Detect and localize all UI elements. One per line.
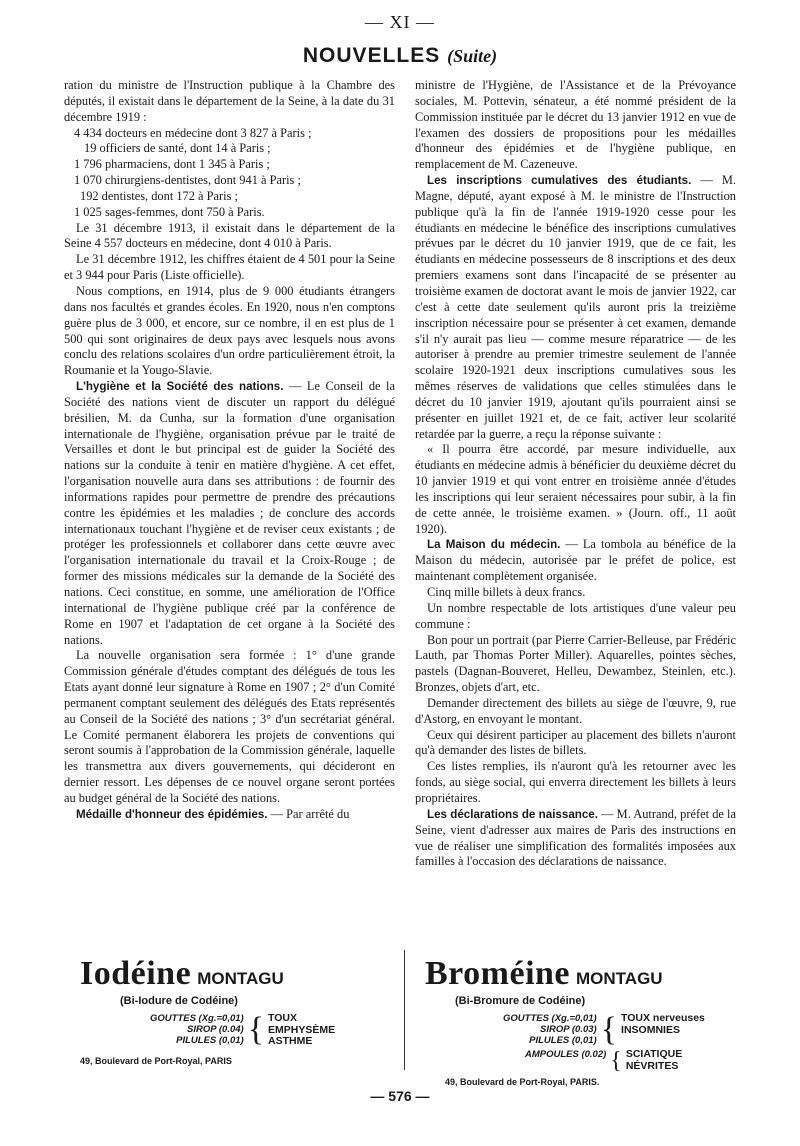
ad-address: 49, Boulevard de Port-Royal, PARIS (80, 1055, 232, 1066)
ad-indication: TOUX nerveuses (621, 1012, 705, 1024)
ad-forms (503, 1013, 597, 1047)
list-item: 19 officiers de santé, dont 14 à Paris ; (84, 141, 271, 156)
section-heading: L'hygiène et la Société des nations. (76, 380, 284, 394)
left-column (64, 78, 395, 823)
list-item: 1 025 sages-femmes, dont 750 à Paris. (74, 204, 265, 219)
ad-indication: TOUX (268, 1012, 298, 1024)
paragraph: Nous comptions, en 1914, plus de 9 000 étudiants étrangers dans nos facultés et grandes écoles. En 1920, nous n'en comptons guère plus de 3 000, et encore, sur ce nombre, il en est plus de 1 500 qui sont originaires de deux pays avec lesquels nous avons conclu des relations scolaires d'un ordre particulièrement étroit, la Roumanie et la Yougo-Slavie. (64, 283, 395, 378)
ad-subtitle: (Bi-Bromure de Codéine) (455, 995, 586, 1007)
paragraph-text: — La tombola au bénéfice de la Maison du médecin, autorisée par le préfet de police, est maintenant complètement organisée. (415, 537, 736, 584)
ad-form-item: AMPOULES (0.02) (525, 1049, 607, 1060)
ad-indication: INSOMNIES (621, 1023, 680, 1036)
page-number-roman: — XI — (365, 12, 435, 32)
paragraph: ration du ministre de l'Instruction publique à la Chambre des députés, il existait dans le département de la Seine, à la date du 31 décembre 1919 : (64, 78, 395, 124)
paragraph: Cinq mille billets à deux francs. (427, 585, 586, 599)
paragraph (415, 173, 736, 442)
paragraph (64, 379, 395, 648)
ad-body (425, 1049, 755, 1073)
paragraph: Demander directement des billets au siège de l'œuvre, 9, rue d'Astorg, en envoyant le montant. (415, 695, 736, 726)
page-title (0, 44, 800, 68)
ad-indication: NÉVRITES (625, 1059, 679, 1072)
list-item: 192 dentistes, dont 172 à Paris ; (80, 188, 238, 203)
paragraph: « Il pourra être accordé, par mesure individuelle, aux étudiants en médecine admis à bénéficier du deuxième décret du 10 janvier 1919 et qui vont entrer en troisième année d'études les inscriptions qui leur seraient nécessaires pour subir, à la fin de cette année, le troisième examen. » (Journ. off., 11 août 1920). (415, 442, 736, 536)
list-item: 1 070 chirurgiens-dentistes, dont 941 à Paris ; (74, 173, 301, 188)
ad-indications (621, 1013, 705, 1047)
ad-indication: ASTHME (268, 1035, 313, 1047)
paragraph: La nouvelle organisation sera formée : 1° d'une grande Commission générale d'études comptant des délégués de tous les Etats ayant donné leur signature à Rome en 1907 ; 2° d'un Comité permanent comptant seulement des délégués des Etats représentés au Conseil de la Société des nations ; 3° d'un secrétariat général. Le Comité permanent élaborera les projets de conventions qui seront soumis à l'approbation de la Commission générale, laquelle les transmettra aux divers gouvernements, qui décideront en dernier ressort. Les dépenses de ce nouvel organe seront portées au budget général de la Société des nations. (64, 648, 395, 805)
paragraph-text: — Le Conseil de la Société des nations vient de discuter un rapport du délégué brésilien, M. da Cunha, sur la formation d'une organisation internationale de l'hygiène, organisation prévue par le traité de Versailles et dont le but principal est de guider la Société des nations sur la conduite à tenir en matière d'hygiène. A cet effet, l'organisation nouvelle aura dans ses attributions : de fournir des informations rapides pour permettre de prendre des précautions contre les épidémies et les maladies ; de conclure des accords internationaux touchant l'hygiène et de reviser ceux existants ; de protéger les professionnels et collaborer dans cette œuvre avec l'organisation internationale du travail et la Croix-Rouge ; de former des missions médicales sur la demande de la Société des nations. Ceci constitue, en somme, une amélioration de l'Office international de l'hygiène publique créé par la conférence de Rome en 1907 et l'adaptation de cet organe à la Société des nations. (64, 379, 395, 647)
ad-form-item: SIROP (0.03) (540, 1024, 597, 1035)
ad-iodeine (80, 955, 395, 1075)
ad-brand: MONTAGU (197, 969, 284, 988)
section-heading: Médaille d'honneur des épidémies. (76, 807, 268, 821)
ad-indication: SCIATIQUE (625, 1048, 683, 1060)
paragraph: Le 31 décembre 1913, il existait dans le département de la Seine 4 557 docteurs en médecine, dont 4 010 à Paris. (64, 220, 395, 251)
ad-form-item: SIROP (0.04) (187, 1024, 244, 1035)
paragraph (64, 807, 395, 823)
ad-forms (150, 1013, 244, 1048)
ad-product-name: Broméine (425, 955, 571, 992)
paragraph: Ceux qui désirent participer au placement des billets n'auront qu'à demander des listes de billets. (415, 727, 736, 758)
ad-brand: MONTAGU (576, 969, 663, 988)
ad-form-item: PILULES (0,01) (176, 1035, 244, 1046)
ad-indications (626, 1049, 682, 1073)
ad-product-name: Iodéine (80, 955, 192, 992)
paragraph-text: — M. Autrand, préfet de la Seine, vient d'adresser aux maires de Paris des instructions en vue de réaliser une simplification des formalités imposées aux familles à l'occasion des déclarations de naissance. (415, 806, 736, 869)
ad-form-item: GOUTTES (Xg.=0,01) (150, 1013, 244, 1024)
ad-body (80, 1013, 395, 1048)
ad-indications (268, 1013, 335, 1048)
ad-forms (525, 1049, 606, 1073)
brace-icon: { (600, 1011, 618, 1048)
paragraph (415, 807, 736, 870)
ad-indication: EMPHYSÈME (268, 1023, 336, 1036)
paragraph: Bon pour un portrait (par Pierre Carrier-Belleuse, par Frédéric Lauth, par Thomas Porter Miller). Aquarelles, pointes sèches, pastels (Dagnan-Bouveret, Helleu, Dewambez, Steinlen, etc.). Bronzes, objets d'art, etc. (415, 632, 736, 695)
ad-subtitle: (Bi-Iodure de Codéine) (120, 995, 238, 1007)
paragraph: ministre de l'Hygiène, de l'Assistance et de la Prévoyance sociales, M. Pottevin, sénateur, a été nommé président de la Commission instituée par le décret du 13 janvier 1912 en vue de l'examen des dossiers de propositions pour les médailles d'honneur des épidémies et de l'hygiène publique, en remplacement de M. Cazeneuve. (415, 78, 736, 172)
paragraph: Un nombre respectable de lots artistiques d'une valeur peu commune : (415, 600, 736, 631)
list-item: 1 796 pharmaciens, dont 1 345 à Paris ; (74, 157, 270, 172)
page-number: — 576 — (370, 1088, 430, 1104)
title-suffix: (Suite) (447, 46, 498, 66)
ad-body (425, 1013, 755, 1047)
list-item: 4 434 docteurs en médecine dont 3 827 à Paris ; (74, 125, 312, 140)
ad-divider (404, 950, 405, 1070)
ad-bromeine (425, 955, 755, 1087)
section-heading: Les déclarations de naissance. (427, 807, 598, 821)
ad-address: 49, Boulevard de Port-Royal, PARIS. (445, 1077, 600, 1087)
paragraph (415, 537, 736, 585)
section-heading: La Maison du médecin. (427, 538, 561, 552)
paragraph-text: — Par arrêté du (267, 806, 350, 821)
ad-form-item: PILULES (0,01) (529, 1035, 597, 1046)
brace-icon: { (610, 1048, 622, 1074)
paragraph: Ces listes remplies, ils n'auront qu'à les retourner avec les fonds, au siège social, qui enverra directement les billets à leurs propriétaires. (415, 759, 736, 805)
right-column (415, 78, 736, 870)
section-heading: Les inscriptions cumulatives des étudiants. (427, 174, 692, 188)
ad-form-item: GOUTTES (Xg.=0,01) (503, 1013, 597, 1024)
paragraph: Le 31 décembre 1912, les chiffres étaient de 4 501 pour la Seine et 3 944 pour Paris (Liste officielle). (64, 252, 395, 283)
paragraph-text: — M. Magne, député, ayant exposé à M. le ministre de l'Instruction publique qu'à la fin de l'année 1919-1920 cesse pour les étudiants en médecine le bénéfice des inscriptions cumulatives prévues par le décret du 10 janvier 1919, que de ce fait, les étudiants en médecine possesseurs de 8 inscriptions et des deux premiers examens sont dans l'incapacité de se présenter au troisième examen de doctorat avant le mois de janvier 1922, car c'est à cette date seulement qu'ils auront pris la treizième inscription nécessaire pour se présenter à cet examen, demande s'il n'y aurait pas lieu — comme mesure réparatrice — de les autoriser à prendre au premier trimestre seulement de l'année scolaire 1920-1921 deux inscriptions cumulatives sous les mêmes réserves de validations que celles stimulées dans le décret du 10 janvier 1919, ajoutant qu'ils pourraient ainsi se présenter en juillet 1921 et, de ce fait, activer leur scolarité retardée par la guerre, a reçu la réponse suivante : (415, 173, 736, 441)
brace-icon: { (247, 1011, 265, 1048)
title-text: NOUVELLES (302, 44, 441, 67)
